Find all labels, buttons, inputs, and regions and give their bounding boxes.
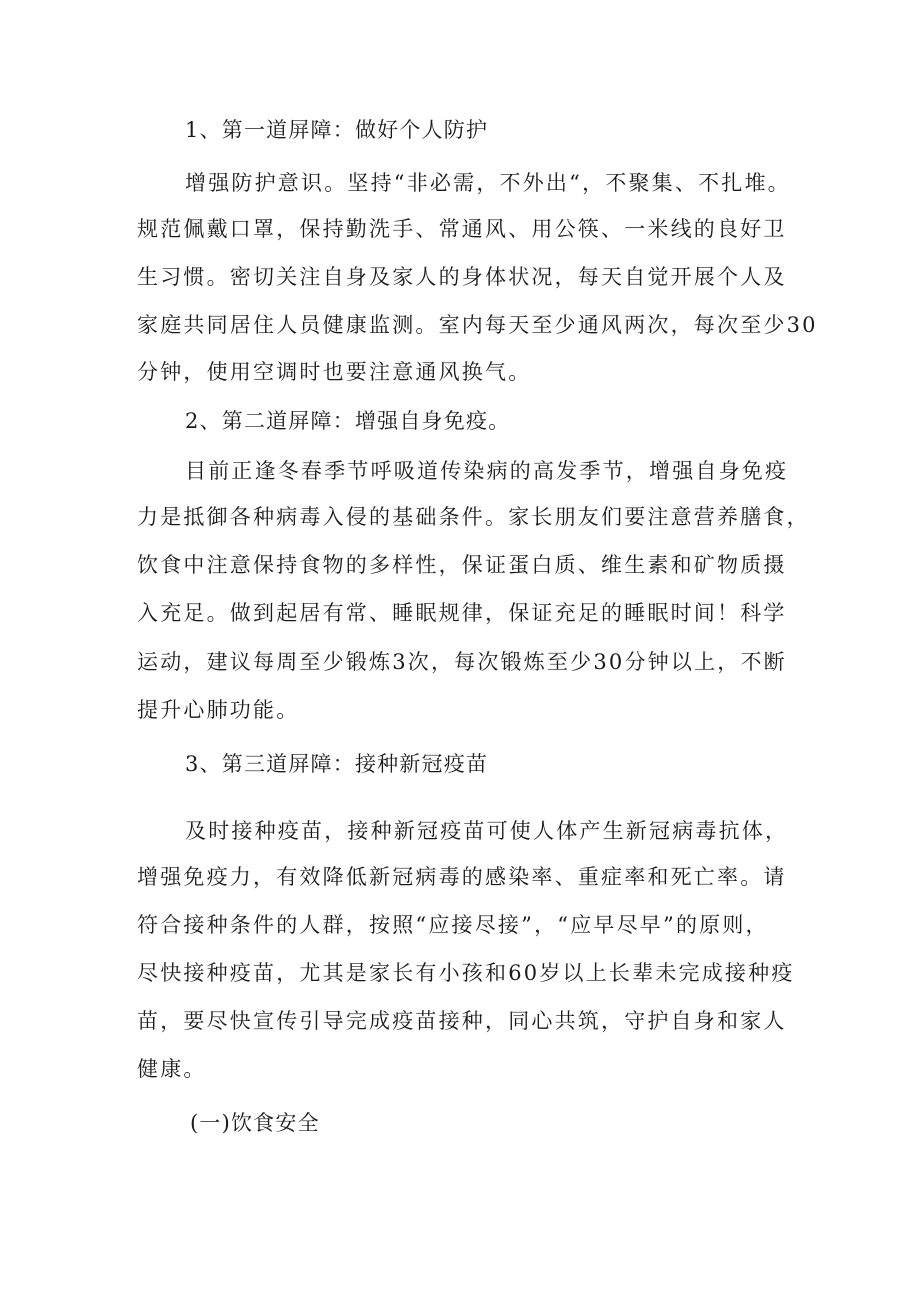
paragraph-3-line-1: 及时接种疫苗，接种新冠疫苗可使人体产生新冠病毒抗体， <box>185 819 789 843</box>
paragraph-2-line-4: 入充足。做到起居有常、睡眠规律，保证充足的睡眠时间！科学 <box>137 601 787 625</box>
section-heading-1: 1、第一道屏障：做好个人防护 <box>185 118 489 142</box>
paragraph-1-line-5: 分钟，使用空调时也要注意通风换气。 <box>137 360 532 384</box>
paragraph-2-line-2: 力是抵御各种病毒入侵的基础条件。家长朋友们要注意营养膳食， <box>137 505 810 529</box>
paragraph-2-line-1: 目前正逢冬春季节呼吸道传染病的高发季节，增强自身免疫 <box>185 459 789 483</box>
paragraph-3-line-3: 符合接种条件的人群，按照“应接尽接”，“应早尽早”的原则， <box>137 913 769 937</box>
paragraph-1-line-1: 增强防护意识。坚持“非必需，不外出“，不聚集、不扎堆。 <box>185 171 791 195</box>
paragraph-3-line-6: 健康。 <box>137 1057 207 1081</box>
section-heading-3: 3、第三道屏障：接种新冠疫苗 <box>185 752 489 776</box>
paragraph-1-line-3: 生习惯。密切关注自身及家人的身体状况，每天自觉开展个人及 <box>137 265 787 289</box>
section-heading-4: (一)饮食安全 <box>190 1111 320 1135</box>
paragraph-3-line-4: 尽快接种疫苗，尤其是家长有小孩和60岁以上长辈未完成接种疫 <box>137 961 795 985</box>
paragraph-3-line-2: 增强免疫力，有效降低新冠病毒的感染率、重症率和死亡率。请 <box>137 865 787 889</box>
paragraph-3-line-5: 苗，要尽快宣传引导完成疫苗接种，同心共筑，守护自身和家人 <box>137 1009 787 1033</box>
paragraph-1-line-4: 家庭共同居住人员健康监测。室内每天至少通风两次，每次至少30 <box>137 313 818 337</box>
paragraph-2-line-5: 运动，建议每周至少锻炼3次，每次锻炼至少30分钟以上，不断 <box>137 650 787 674</box>
paragraph-2-line-3: 饮食中注意保持食物的多样性，保证蛋白质、维生素和矿物质摄 <box>137 553 787 577</box>
paragraph-1-line-2: 规范佩戴口罩，保持勤洗手、常通风、用公筷、一米线的良好卫 <box>137 217 787 241</box>
paragraph-2-line-6: 提升心肺功能。 <box>137 698 300 722</box>
section-heading-2: 2、第二道屏障：增强自身免疫。 <box>185 409 511 433</box>
